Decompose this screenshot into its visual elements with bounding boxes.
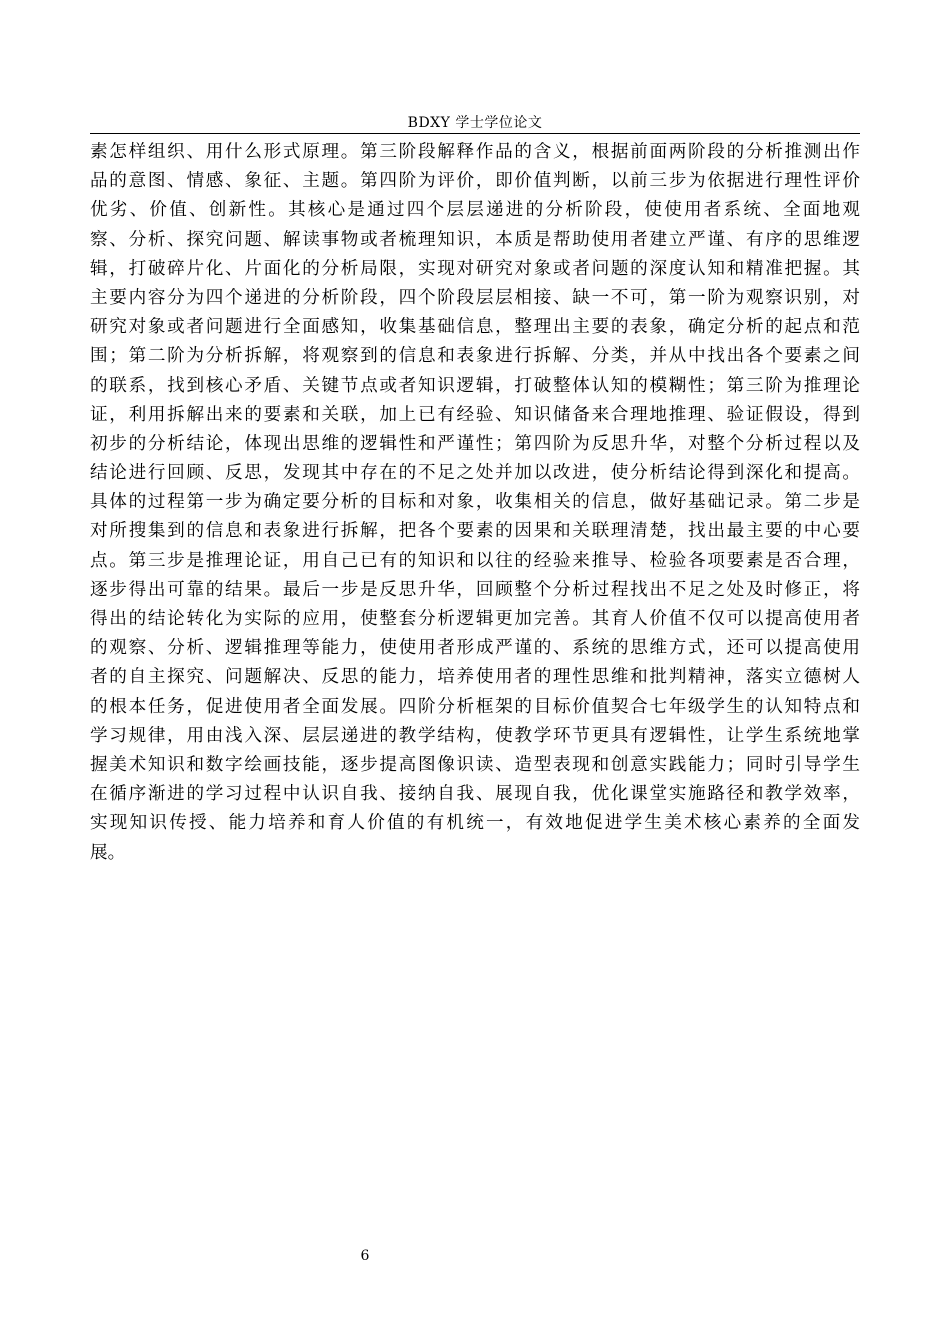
body-line: 实现知识传授、能力培养和育人价值的有机统一，有效地促进学生美术核心素养的全面发 (90, 813, 860, 834)
body-line: 逐步得出可靠的结果。最后一步是反思升华，回顾整个分析过程找出不足之处及时修正，将 (90, 579, 860, 600)
body-line: 对所搜集到的信息和表象进行拆解，把各个要素的因果和关联理清楚，找出最主要的中心要 (90, 521, 860, 542)
body-line: 具体的过程第一步为确定要分析的目标和对象，收集相关的信息，做好基础记录。第二步是 (90, 492, 860, 513)
body-line: 在循序渐进的学习过程中认识自我、接纳自我、展现自我，优化课堂实施路径和教学效率， (90, 784, 860, 805)
page-number: 6 (360, 1248, 370, 1264)
body-line: 辑，打破碎片化、片面化的分析局限，实现对研究对象或者问题的深度认知和精准把握。其 (90, 258, 860, 279)
running-header-title: BDXY 学士学位论文 (407, 115, 543, 131)
body-paragraph (90, 138, 860, 868)
body-line: 的联系，找到核心矛盾、关键节点或者知识逻辑，打破整体认知的模糊性；第三阶为推理论 (90, 375, 860, 396)
body-line: 品的意图、情感、象征、主题。第四阶为评价，即价值判断，以前三步为依据进行理性评价 (90, 171, 860, 192)
body-line: 主要内容分为四个递进的分析阶段，四个阶段层层相接、缺一不可，第一阶为观察识别，对 (90, 287, 860, 308)
body-line: 察、分析、探究问题、解读事物或者梳理知识，本质是帮助使用者建立严谨、有序的思维逻 (90, 229, 860, 250)
body-line: 围；第二阶为分析拆解，将观察到的信息和表象进行拆解、分类，并从中找出各个要素之间 (90, 346, 860, 367)
body-line: 优劣、价值、创新性。其核心是通过四个层层递进的分析阶段，使使用者系统、全面地观 (90, 200, 860, 221)
body-line: 学习规律，用由浅入深、层层递进的教学结构，使教学环节更具有逻辑性，让学生系统地掌 (90, 725, 860, 746)
body-line: 点。第三步是推理论证，用自己已有的知识和以往的经验来推导、检验各项要素是否合理， (90, 550, 860, 571)
body-line: 证，利用拆解出来的要素和关联，加上已有经验、知识储备来合理地推理、验证假设，得到 (90, 404, 860, 425)
body-line: 的根本任务，促进使用者全面发展。四阶分析框架的目标价值契合七年级学生的认知特点和 (90, 696, 860, 717)
body-line: 结论进行回顾、反思，发现其中存在的不足之处并加以改进，使分析结论得到深化和提高。 (90, 463, 860, 484)
body-line: 初步的分析结论，体现出思维的逻辑性和严谨性；第四阶为反思升华，对整个分析过程以及 (90, 433, 860, 454)
body-line: 握美术知识和数字绘画技能，逐步提高图像识读、造型表现和创意实践能力；同时引导学生 (90, 754, 860, 775)
body-line: 的观察、分析、逻辑推理等能力，使使用者形成严谨的、系统的思维方式，还可以提高使用 (90, 638, 860, 659)
body-line: 展。 (90, 842, 126, 863)
body-line: 者的自主探究、问题解决、反思的能力，培养使用者的理性思维和批判精神，落实立德树人 (90, 667, 860, 688)
header-divider (90, 133, 860, 134)
body-line: 素怎样组织、用什么形式原理。第三阶段解释作品的含义，根据前面两阶段的分析推测出作 (90, 142, 860, 162)
body-line: 研究对象或者问题进行全面感知，收集基础信息，整理出主要的表象，确定分析的起点和范 (90, 317, 860, 338)
body-line: 得出的结论转化为实际的应用，使整套分析逻辑更加完善。其育人价值不仅可以提高使用者 (90, 609, 860, 629)
